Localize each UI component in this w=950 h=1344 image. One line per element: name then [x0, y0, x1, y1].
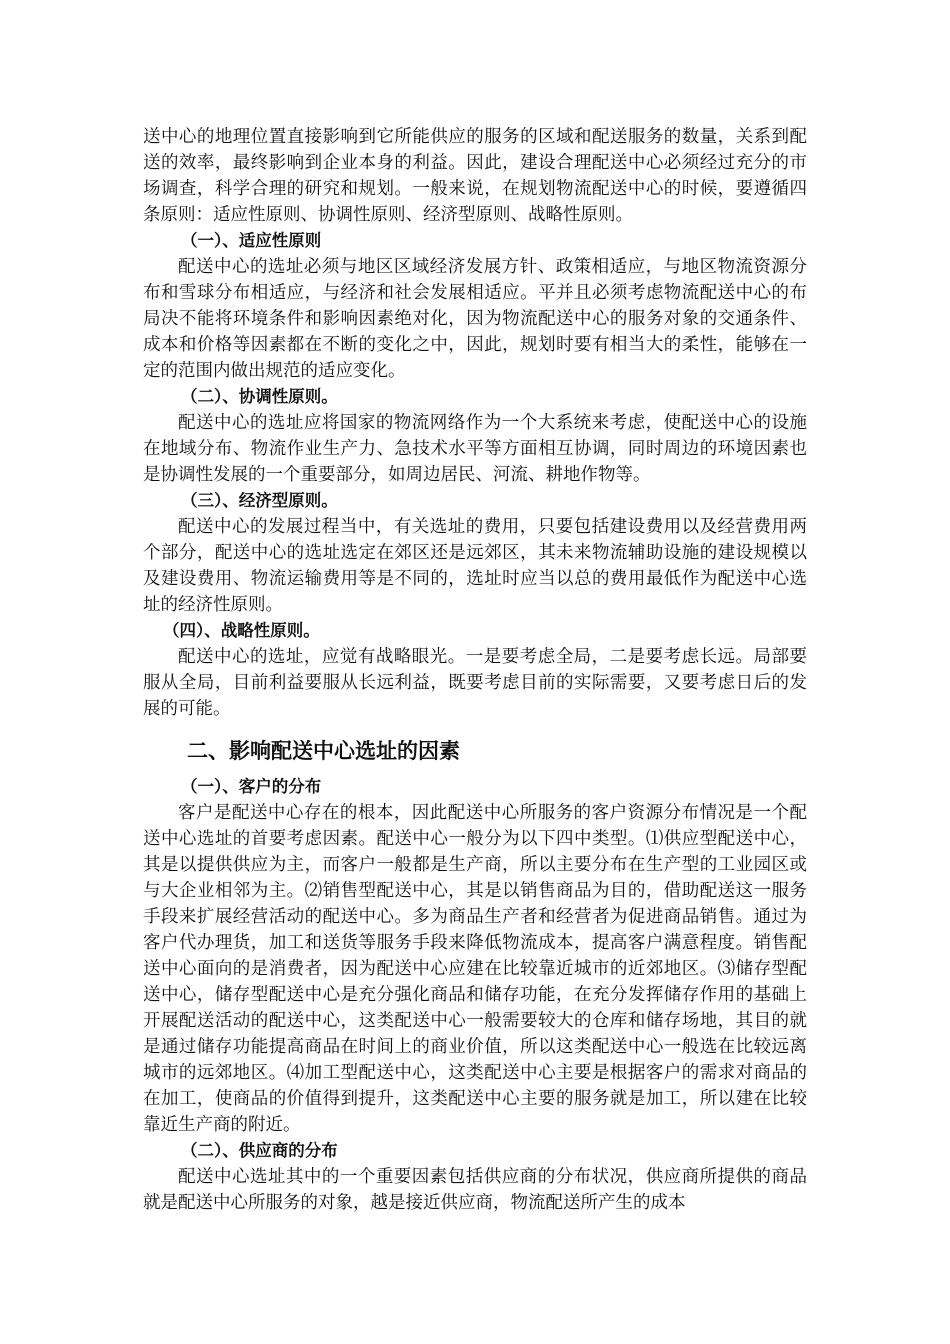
heading-adaptability-principle: （一）、适应性原则 [181, 231, 322, 250]
paragraph-supplier-distribution: 配送中心选址其中的一个重要因素包括供应商的分布状况，供应商所提供的商品就是配送中心所服务的对象，越是接近供应商，物流配送所产生的成本 [143, 1167, 807, 1213]
document-page [143, 124, 807, 1216]
heading-supplier-distribution: （二）、供应商的分布 [181, 1141, 338, 1160]
heading-coordination-principle: （二）、协调性原则。 [181, 387, 338, 406]
paragraph-adaptability: 配送中心的选址必须与地区区域经济发展方针、政策相适应，与地区物流资源分布和雪球分布相适应，与经济和社会发展相适应。平并且必须考虑物流配送中心的布局决不能将环境条件和影响因素绝对化，因为物流配送中心的服务对象的交通条件、成本和价格等因素都在不断的变化之中，因此，规划时要有相当大的柔性，能够在一定的范围内做出规范的适应变化。 [143, 257, 807, 381]
intro-paragraph: 送中心的地理位置直接影响到它所能供应的服务的区域和配送服务的数量，关系到配送的效率，最终影响到企业本身的利益。因此，建设合理配送中心必须经过充分的市场调查，科学合理的研究和规划。一般来说，在规划物流配送中心的时候，要遵循四条原则：适应性原则、协调性原则、经济型原则、战略性原则。 [143, 127, 807, 225]
heading-strategic-principle: （四）、战略性原则。 [163, 621, 320, 640]
heading-customer-distribution: （一）、客户的分布 [181, 777, 322, 796]
paragraph-coordination: 配送中心的选址应将国家的物流网络作为一个大系统来考虑，使配送中心的设施在地域分布、物流作业生产力、急技术水平等方面相互协调，同时周边的环境因素也是协调性发展的一个重要部分，如周边居民、河流、耕地作物等。 [143, 413, 807, 485]
paragraph-strategic: 配送中心的选址，应觉有战略眼光。一是要考虑全局，二是要考虑长远。局部要服从全局，目前利益要服从长远利益，既要考虑目前的实际需要，又要考虑日后的发展的可能。 [143, 647, 807, 719]
paragraph-economic: 配送中心的发展过程当中，有关选址的费用，只要包括建设费用以及经营费用两个部分，配送中心的选址选定在郊区还是远郊区，其未来物流辅助设施的建设规模以及建设费用、物流运输费用等是不同的，选址时应当以总的费用最低作为配送中心选址的经济性原则。 [143, 517, 807, 615]
paragraph-customer-distribution: 客户是配送中心存在的根本，因此配送中心所服务的客户资源分布情况是一个配送中心选址的首要考虑因素。配送中心一般分为以下四中类型。⑴供应型配送中心，其是以提供供应为主，而客户一般都是生产商，所以主要分布在生产型的工业园区或与大企业相邻为主。⑵销售型配送中心，其是以销售商品为目的，借助配送这一服务手段来扩展经营活动的配送中心。多为商品生产者和经营者为促进商品销售。通过为客户代办理货，加工和送货等服务手段来降低物流成本，提高客户满意程度。销售配送中心面向的是消费者，因为配送中心应建在比较靠近城市的近郊地区。⑶储存型配送中心，储存型配送中心是充分强化商品和储存功能，在充分发挥储存作用的基础上开展配送活动的配送中心，这类配送中心一般需要较大的仓库和储存场地，其目的就是通过储存功能提高商品在时间上的商业价值，所以这类配送中心一般选在比较远离城市的远郊地区。⑷加工型配送中心，这类配送中心主要是根据客户的需求对商品的在加工，使商品的价值得到提升，这类配送中心主要的服务就是加工，所以建在比较靠近生产商的附近。 [143, 803, 807, 1135]
section-heading-factors: 二、影响配送中心选址的因素 [187, 739, 460, 763]
heading-economic-principle: （三）、经济型原则。 [181, 491, 338, 510]
